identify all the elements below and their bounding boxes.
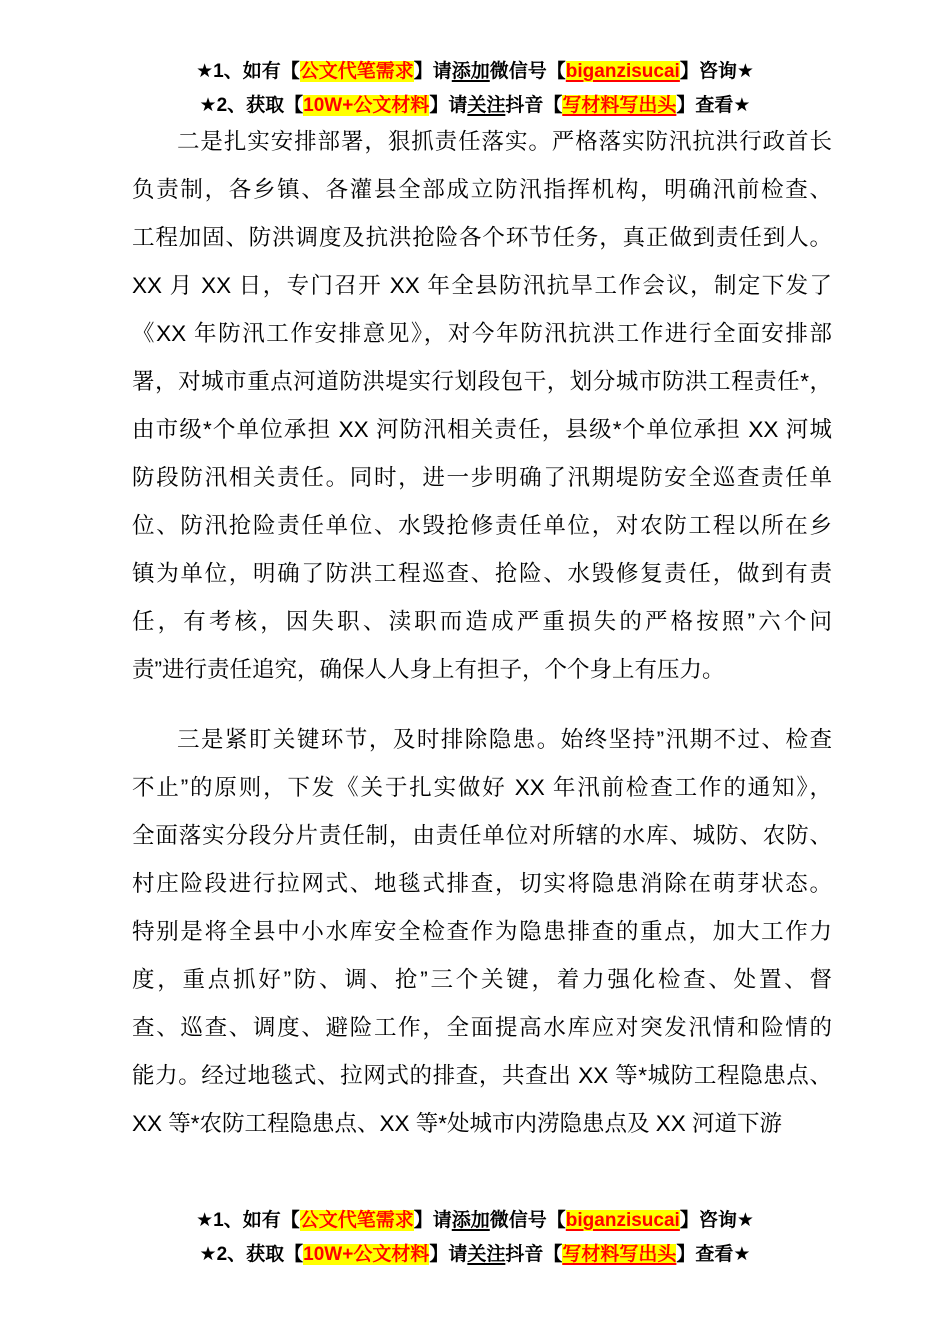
text-line: XX 等*农防工程隐患点、XX 等*处城市内涝隐患点及 XX 河道下游 — [132, 1111, 783, 1136]
promo-text: 抖音【 — [505, 95, 563, 116]
text-line: 任，有考核，因失职、渎职而造成严重损失的严格按照”六个问 — [132, 609, 832, 634]
document-body — [132, 118, 832, 1148]
text-line: 三是紧盯关键环节，及时排除隐患。始终坚持”汛期不过、检查 — [177, 727, 832, 752]
highlighted-text: 公文代笔需求 — [299, 1210, 414, 1231]
text-line: 全面落实分段分片责任制，由责任单位对所辖的水库、城防、农防、 — [132, 823, 832, 848]
highlighted-text: 10W+公文材料 — [303, 95, 430, 116]
text-line: 由市级*个单位承担 XX 河防汛相关责任，县级*个单位承担 XX 河城 — [132, 417, 832, 442]
text-line: 特别是将全县中小水库安全检查作为隐患排查的重点，加大工作力 — [132, 919, 832, 944]
promo-text: 】咨询★ — [679, 61, 754, 82]
promo-text: 】查看★ — [676, 1244, 751, 1265]
promo-line-1 — [0, 55, 950, 89]
underlined-text: 添加 — [451, 61, 490, 82]
text-line: 不止”的原则，下发《关于扎实做好 XX 年汛前检查工作的通知》， — [132, 775, 832, 800]
promo-text: ★2、获取【 — [199, 95, 304, 116]
promo-text: 微信号【 — [489, 1210, 566, 1231]
text-line: 工程加固、防洪调度及抗洪抢险各个环节任务，真正做到责任到人。 — [132, 225, 832, 250]
text-line: 责”进行责任追究，确保人人身上有担子，个个身上有压力。 — [132, 657, 725, 682]
highlighted-underlined-text: biganzisucai — [565, 1210, 680, 1231]
promo-text: ★1、如有【 — [196, 61, 300, 82]
promo-line-2 — [0, 1238, 950, 1272]
paragraph — [132, 118, 832, 694]
promo-text: 】咨询★ — [679, 1210, 754, 1231]
paragraph — [132, 716, 832, 1148]
highlighted-underlined-text: 写材料写出头 — [562, 1244, 677, 1265]
promo-header — [0, 55, 950, 123]
text-line: 村庄险段进行拉网式、地毯式排查，切实将隐患消除在萌芽状态。 — [132, 871, 832, 896]
highlighted-text: 公文代笔需求 — [299, 61, 414, 82]
text-line: 负责制，各乡镇、各灌县全部成立防汛指挥机构，明确汛前检查、 — [132, 177, 832, 202]
text-line: 《XX 年防汛工作安排意见》，对今年防汛抗洪工作进行全面安排部 — [132, 321, 832, 346]
promo-text: 抖音【 — [505, 1244, 563, 1265]
text-line: 位、防汛抢险责任单位、水毁抢修责任单位，对农防工程以所在乡 — [132, 513, 832, 538]
text-line: 二是扎实安排部署，狠抓责任落实。严格落实防汛抗洪行政首长 — [177, 129, 832, 154]
promo-text: ★1、如有【 — [196, 1210, 300, 1231]
text-line: 署，对城市重点河道防洪堤实行划段包干，划分城市防洪工程责任*， — [132, 369, 832, 394]
promo-text: 】请 — [413, 61, 452, 82]
promo-text: 】请 — [413, 1210, 452, 1231]
text-line: 能力。经过地毯式、拉网式的排查，共查出 XX 等*城防工程隐患点、 — [132, 1063, 832, 1088]
underlined-text: 关注 — [467, 95, 506, 116]
underlined-text: 关注 — [467, 1244, 506, 1265]
text-line: XX 月 XX 日，专门召开 XX 年全县防汛抗旱工作会议，制定下发了 — [132, 273, 832, 298]
highlighted-underlined-text: biganzisucai — [565, 61, 680, 82]
underlined-text: 添加 — [451, 1210, 490, 1231]
promo-text: 】请 — [429, 1244, 468, 1265]
promo-footer — [0, 1204, 950, 1272]
promo-line-1 — [0, 1204, 950, 1238]
highlighted-text: 10W+公文材料 — [303, 1244, 430, 1265]
promo-text: 】请 — [429, 95, 468, 116]
highlighted-underlined-text: 写材料写出头 — [562, 95, 677, 116]
text-line: 查、巡查、调度、避险工作，全面提高水库应对突发汛情和险情的 — [132, 1015, 832, 1040]
text-line: 防段防汛相关责任。同时，进一步明确了汛期堤防安全巡查责任单 — [132, 465, 832, 490]
text-line: 度，重点抓好”防、调、抢”三个关键，着力强化检查、处置、督 — [132, 967, 832, 992]
text-line: 镇为单位，明确了防洪工程巡查、抢险、水毁修复责任，做到有责 — [132, 561, 832, 586]
promo-text: ★2、获取【 — [199, 1244, 304, 1265]
promo-text: 微信号【 — [489, 61, 566, 82]
promo-text: 】查看★ — [676, 95, 751, 116]
